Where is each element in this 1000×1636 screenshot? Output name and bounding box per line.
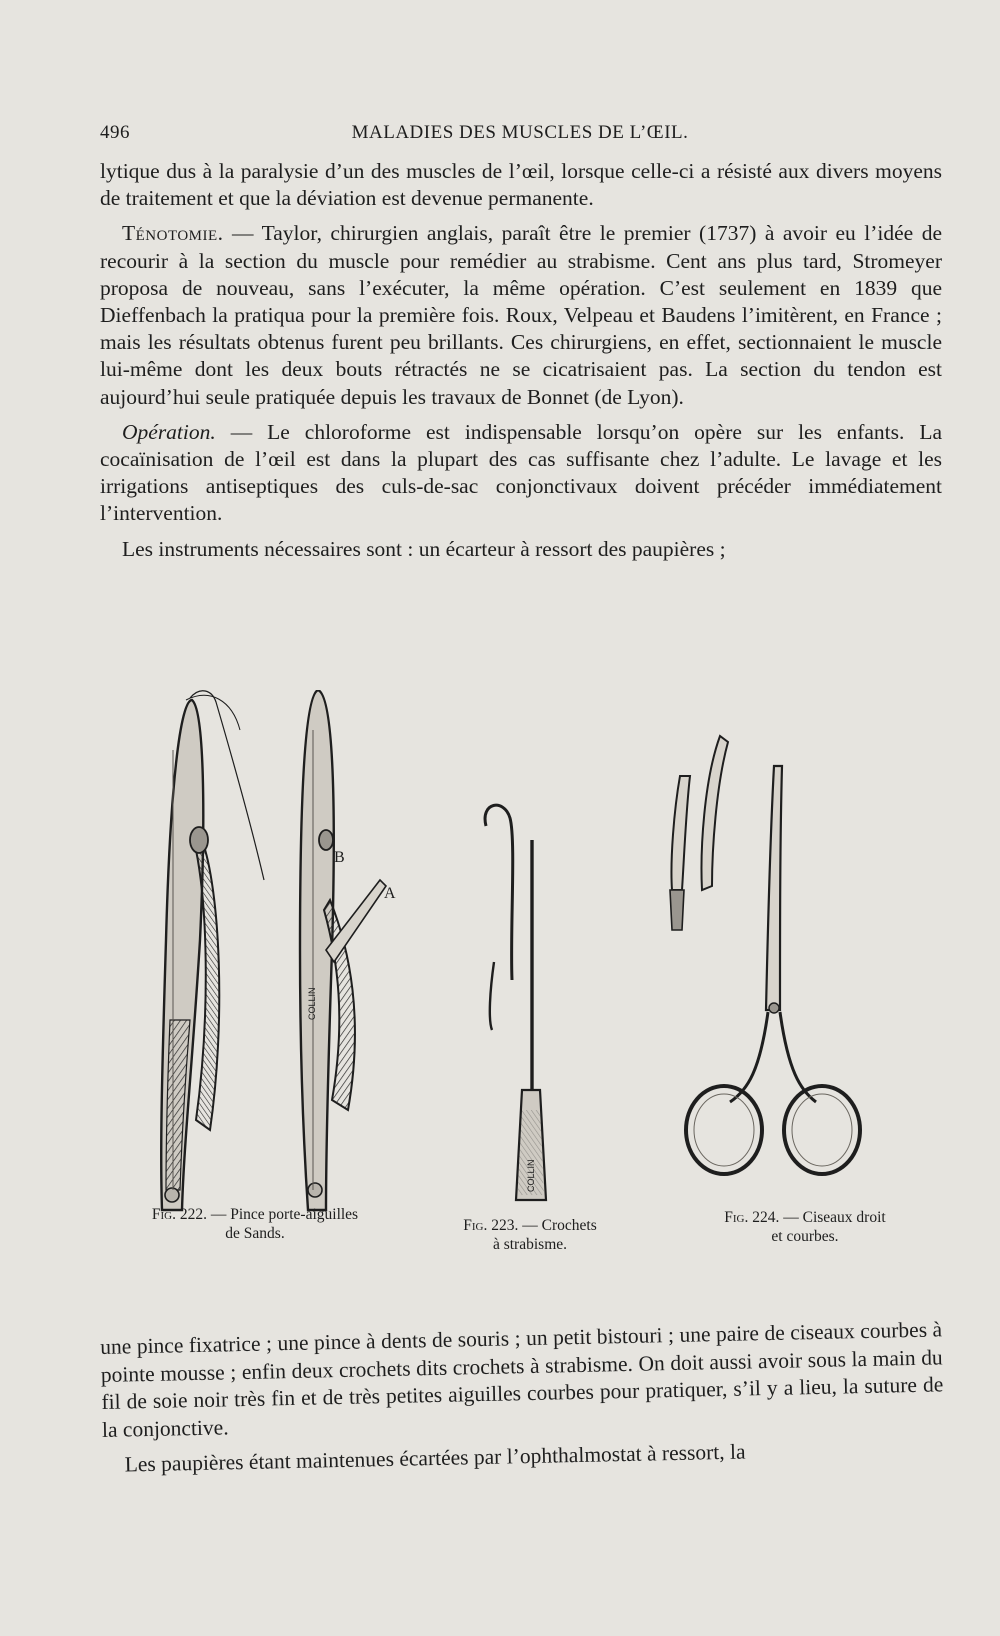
strabismus-hooks-drawing [485, 805, 546, 1200]
engraved-letter-a: A [384, 885, 396, 902]
caption-fig-222-line1: — Pince porte-aiguilles [207, 1206, 359, 1223]
caption-fig-224-label: Fig. 224. [724, 1209, 780, 1226]
instrument-engravings [100, 690, 950, 1290]
paragraph-operation-text: — Le chloroforme est indispensable lorsqu’on opère sur les enfants. La cocaïnisation de l’œil est dans la plupart des cas suffisante chez l’adulte. Le lavage et les irrigations antiseptiques des culs-de-sac conjonctivaux doivent précéder immédiatement l’intervention. [100, 419, 942, 526]
caption-fig-222-line2: de Sands. [225, 1225, 285, 1242]
caption-fig-222-label: Fig. 222. [151, 1206, 207, 1223]
paragraph-instruments: Les instruments nécessaires sont : un écarteur à ressort des paupières ; [122, 536, 726, 561]
needle-holder-drawing-2 [300, 690, 396, 1210]
caption-fig-222 [120, 1205, 390, 1243]
caption-fig-224-line2: et courbes. [771, 1228, 839, 1245]
caption-fig-224 [680, 1208, 930, 1246]
caption-fig-224-line1: — Ciseaux droit [779, 1209, 886, 1226]
page-number: 496 [100, 122, 130, 143]
section-lead-operation: Opération. [122, 419, 216, 444]
paragraph-instruments-continued: une pince fixatrice ; une pince à dents de souris ; un petit bistouri ; une paire de ciseaux courbes à pointe mousse ; enfin deux crochets dits crochets à strabisme. On doit aussi avoir sous la main du fil de soie noir très fin et de très petites aiguilles courbes pour pratiquer, s’il y a lieu, la suture de la conjonctive. [100, 1317, 944, 1442]
caption-fig-223 [430, 1216, 630, 1254]
engraved-letter-b: B [334, 849, 345, 866]
scissors-straight-drawing [670, 736, 860, 1174]
needle-holder-drawing-1 [161, 691, 264, 1210]
text-block-bottom [100, 1316, 945, 1480]
caption-fig-223-line2: à strabisme. [492, 1236, 568, 1253]
text-block-top [100, 158, 942, 563]
figures-area [100, 690, 950, 1290]
paragraph-tenotomie [100, 220, 942, 410]
paragraph-tenotomie-text: — Taylor, chirurgien anglais, paraît être le premier (1737) à avoir eu l’idée de recourir à la section du muscle pour remédier au strabisme. Cent ans plus tard, Stromeyer proposa de nouveau, sans l’exécuter, la même opération. C’est seulement en 1839 que Dieffenbach la pratiqua pour la première fois. Roux, Velpeau et Baudens l’imitèrent, en France ; mais les résultats obtenus furent peu brillants. Ces chirurgiens, en effet, sectionnaient le muscle lui-même dont les deux bouts rétractés ne se cicatrisaient pas. La section du tendon est aujourd’hui seule pratiquée depuis les travaux de Bonnet (de Lyon). [100, 221, 942, 409]
paragraph-continuation: lytique dus à la paralysie d’un des muscles de l’œil, lorsque celle-ci a résisté aux divers moyens de traitement et que la déviation est devenue permanente. [100, 159, 942, 211]
paragraph-operation [100, 419, 942, 528]
engraved-maker-mark-2: COLLIN [526, 1159, 536, 1192]
caption-fig-223-label: Fig. 223. [463, 1217, 519, 1234]
paragraph-paupieres: Les paupières étant maintenues écartées par l’ophthalmostat à ressort, la [124, 1439, 746, 1477]
engraved-maker-mark-1: COLLIN [307, 987, 317, 1020]
running-title: MALADIES DES MUSCLES DE L’ŒIL. [351, 122, 689, 143]
section-lead-tenotomie: Ténotomie. [122, 221, 224, 246]
caption-fig-223-line1: — Crochets [518, 1217, 597, 1234]
